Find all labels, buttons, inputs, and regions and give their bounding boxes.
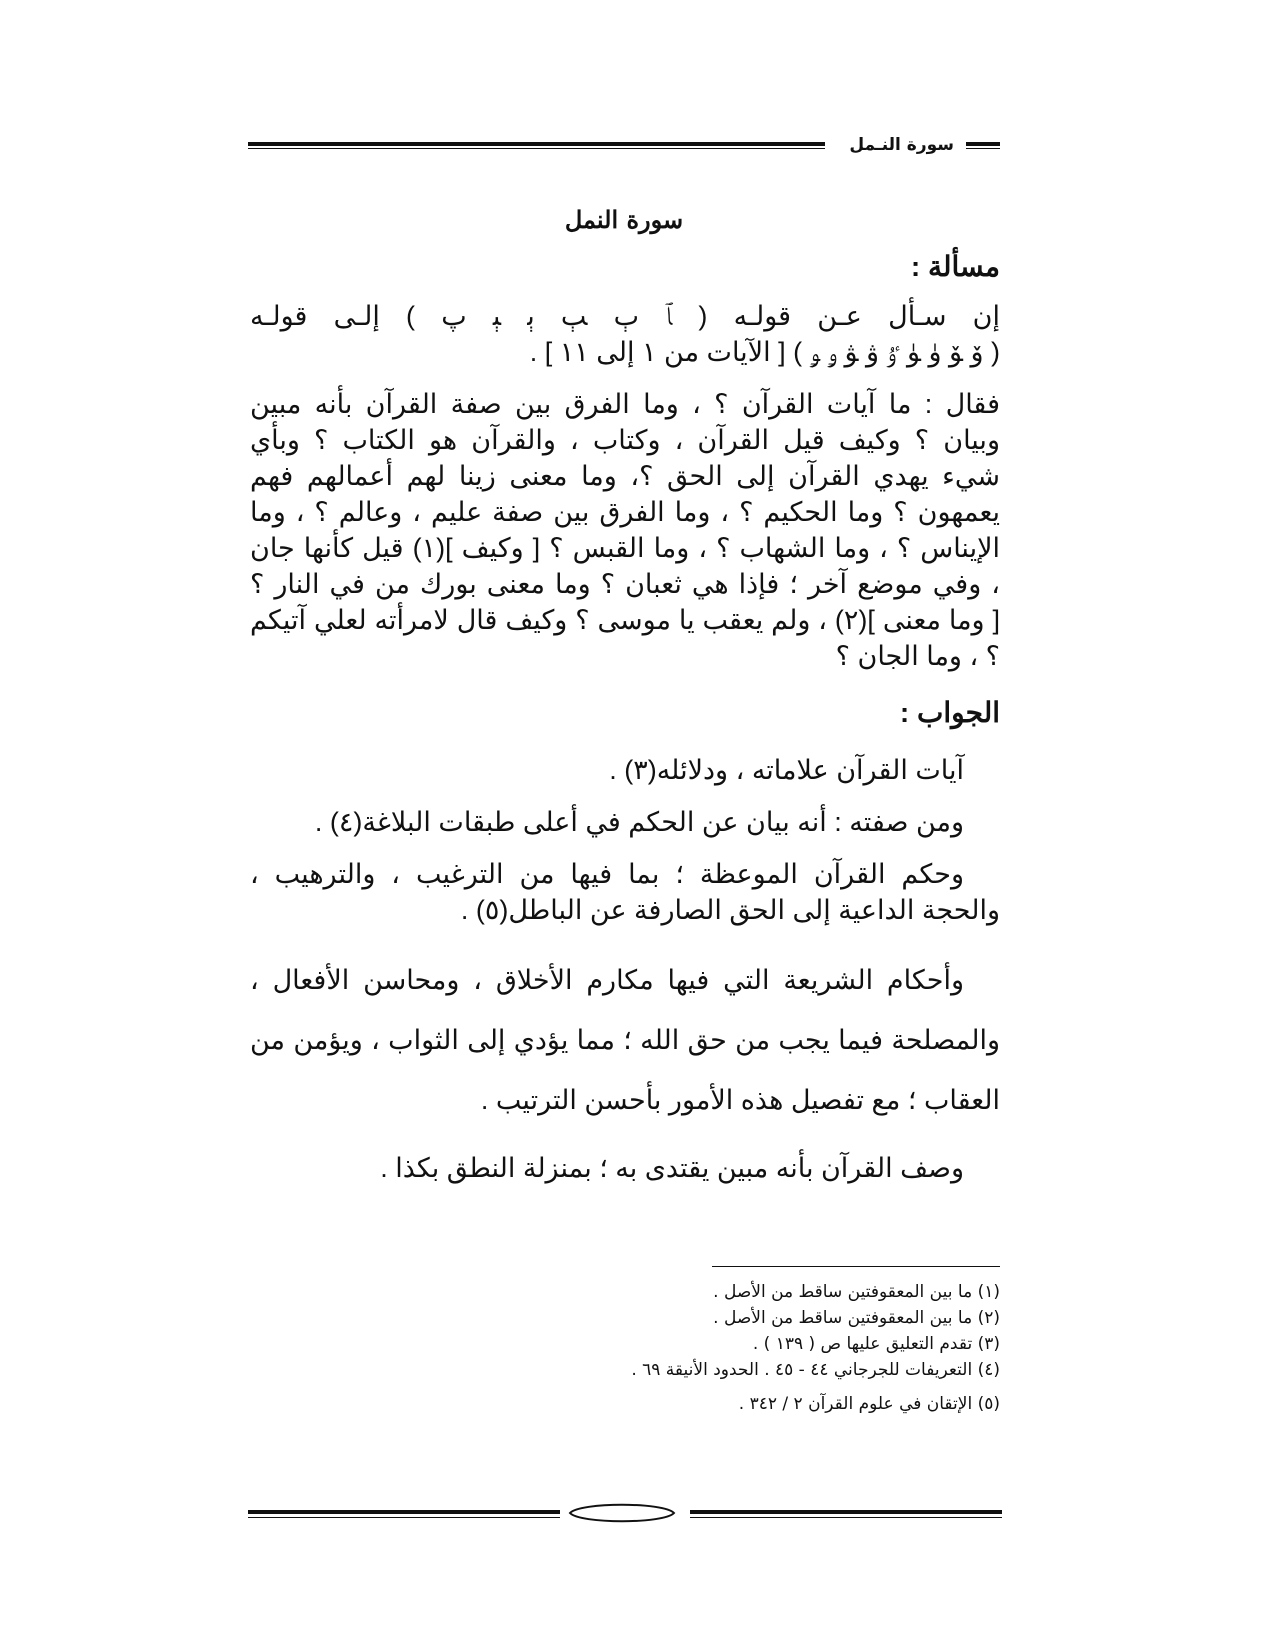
answer-paragraph-line: والحجة الداعية إلى الحق الصارفة عن الباطل(٥) . xyxy=(460,895,1000,925)
footer-rule-right xyxy=(690,1510,1002,1518)
footnote: (٤) التعريفات للجرجاني ٤٤ - ٤٥ . الحدود الأنيقة ٦٩ . xyxy=(631,1360,1000,1380)
answer-paragraph-line: وأحكام الشريعة التي فيها مكارم الأخلاق ، ومحاسن الأفعال ، xyxy=(250,965,964,995)
footnote: (٢) ما بين المعقوفتين ساقط من الأصل . xyxy=(713,1308,1000,1328)
question-paragraph-line: فقال : ما آيات القرآن ؟ ، وما الفرق بين صفة القرآن بأنه مبين xyxy=(250,389,1000,419)
question-line: ( ﯙ ﯚ ﯛ ﯜ ﯝ ﯞ ﯟ ﯠ ﯡ ) [ الآيات من ١ إلى ١١ ] . xyxy=(529,337,1000,367)
footnote: (١) ما بين المعقوفتين ساقط من الأصل . xyxy=(713,1282,1000,1302)
main-text xyxy=(250,0,1000,1250)
footer-rule-left xyxy=(248,1510,560,1518)
footnote: (٣) تقدم التعليق عليها ص ( ١٣٩ ) . xyxy=(752,1334,1000,1354)
answer-paragraph: ومن صفته : أنه بيان عن الحكم في أعلى طبقات البلاغة(٤) . xyxy=(314,807,964,837)
answer-paragraph-line: وحكم القرآن الموعظة ؛ بما فيها من الترغيب ، والترهيب ، xyxy=(250,859,964,889)
question-paragraph-line: ؟ ، وما الجان ؟ xyxy=(835,641,1000,671)
question-paragraph-line: ، وفي موضع آخر ؛ فإذا هي ثعبان ؟ وما معنى بورك من في النار ؟ xyxy=(250,569,1000,599)
answer-paragraph: آيات القرآن علاماته ، ودلائله(٣) . xyxy=(609,755,964,785)
question-paragraph-line: وبيان ؟ وكيف قيل القرآن ، وكتاب ، والقرآن هو الكتاب ؟ وبأي xyxy=(250,425,1000,455)
question-line: إن سـأل عـن قولـه ( ﭑ ﭒ ﭓ ﭔ ﭕ ﭖ ) إلـى قولـه xyxy=(250,301,1000,331)
answer-heading: الجواب : xyxy=(899,697,1000,728)
footnote-separator xyxy=(712,1266,1000,1267)
question-paragraph-line: [ وما معنى ](٢) ، ولم يعقب يا موسى ؟ وكيف قال لامرأته لعلي آتيكم xyxy=(250,605,1000,635)
page-number-oval xyxy=(566,1500,678,1526)
question-paragraph-line: شيء يهدي القرآن إلى الحق ؟، وما معنى زينا لهم أعمالهم فهم xyxy=(250,461,1000,491)
question-paragraph-line: الإيناس ؟ ، وما الشهاب ؟ ، وما القبس ؟ [ وكيف ](١) قيل كأنها جان xyxy=(250,533,1000,563)
page-footer-ornament xyxy=(248,1500,1002,1530)
question-paragraph-line: يعمهون ؟ وما الحكيم ؟ ، وما الفرق بين صفة عليم ، وعالم ؟ ، وما xyxy=(250,497,1000,527)
answer-paragraph-line: العقاب ؛ مع تفصيل هذه الأمور بأحسن الترتيب . xyxy=(480,1085,1000,1115)
answer-paragraph: وصف القرآن بأنه مبين يقتدى به ؛ بمنزلة النطق بكذا . xyxy=(380,1153,964,1183)
page-title: سورة النمل xyxy=(564,205,684,234)
question-heading: مسألة : xyxy=(910,251,1000,282)
answer-paragraph-line: والمصلحة فيما يجب من حق الله ؛ مما يؤدي إلى الثواب ، ويؤمن من xyxy=(250,1025,1000,1055)
header-title: سورة النـمل xyxy=(843,134,960,156)
footnote: (٥) الإتقان في علوم القرآن ٢ / ٣٤٢ . xyxy=(738,1394,1000,1414)
